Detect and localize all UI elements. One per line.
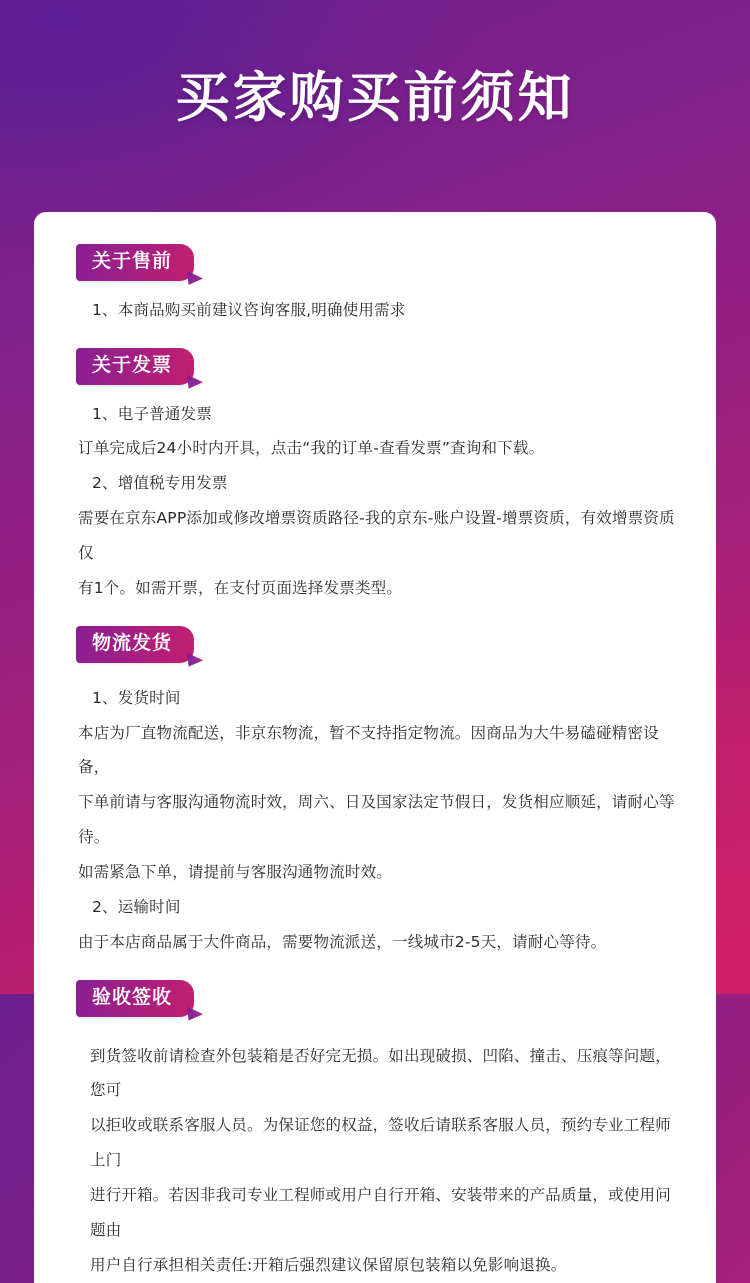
text-line: 1、本商品购买前建议咨询客服,明确使用需求 [92,300,406,319]
content-card [34,212,716,1283]
text-line: 由于本店商品属于大件商品，需要物流派送，一线城市2-5天，请耐心等待。 [78,932,607,951]
section-tag-invoice: 关于发票 [76,348,194,385]
text-line: 1、电子普通发票 [92,404,212,423]
section-tag-wrap [76,626,194,663]
section-body-invoice [34,397,716,606]
section-tag-wrap [76,348,194,385]
page-title: 买家购买前须知 [175,66,575,129]
section-tag-logistics: 物流发货 [76,626,194,663]
section-body-presale [34,293,716,328]
section-invoice [34,342,716,606]
section-tag-wrap [76,980,194,1017]
section-presale [34,238,716,328]
text-line: 下单前请与客服沟通物流时效，周六、日及国家法定节假日，发货相应顺延，请耐心等待。 [78,793,675,847]
text-line: 2、增值税专用发票 [92,474,228,493]
spacer [34,960,716,974]
section-acceptance [34,974,716,1283]
text-line: 订单完成后24小时内开具，点击“我的订单-查看发票”查询和下载。 [78,439,545,458]
text-line: 用户自行承担相关责任:开箱后强烈建议保留原包装箱以免影响退换。 [90,1255,567,1274]
text-line: 本店为厂直物流配送，非京东物流，暂不支持指定物流。因商品为大牛易磕碰精密设备， [78,723,659,777]
spacer [90,1029,676,1039]
section-logistics [34,620,716,960]
text-line: 需要在京东APP添加或修改增票资质路径-我的京东-账户设置-增票资质，有效增票资质仅 [78,509,675,563]
spacer [34,606,716,620]
text-line: 到货签收前请检查外包装箱是否好完无损。如出现破损、凹陷、撞击、压痕等问题，您可 [90,1046,671,1100]
section-body-logistics [34,675,716,960]
spacer [34,328,716,342]
text-line: 如需紧急下单，请提前与客服沟通物流时效。 [78,863,393,882]
section-body-acceptance [34,1029,716,1283]
text-line: 以拒收或联系客服人员。为保证您的权益，签收后请联系客服人员，预约专业工程师上门 [90,1116,671,1170]
section-tag-acceptance: 验收签收 [76,980,194,1017]
text-line: 进行开箱。若因非我司专业工程师或用户自行开箱、安装带来的产品质量，或使用问题由 [90,1186,671,1239]
section-tag-presale: 关于售前 [76,244,194,281]
text-line: 2、运输时间 [92,897,181,916]
text-line: 1、发货时间 [92,688,181,707]
section-tag-wrap [76,244,194,281]
text-line: 有1个。如需开票，在支付页面选择发票类型。 [78,578,403,597]
